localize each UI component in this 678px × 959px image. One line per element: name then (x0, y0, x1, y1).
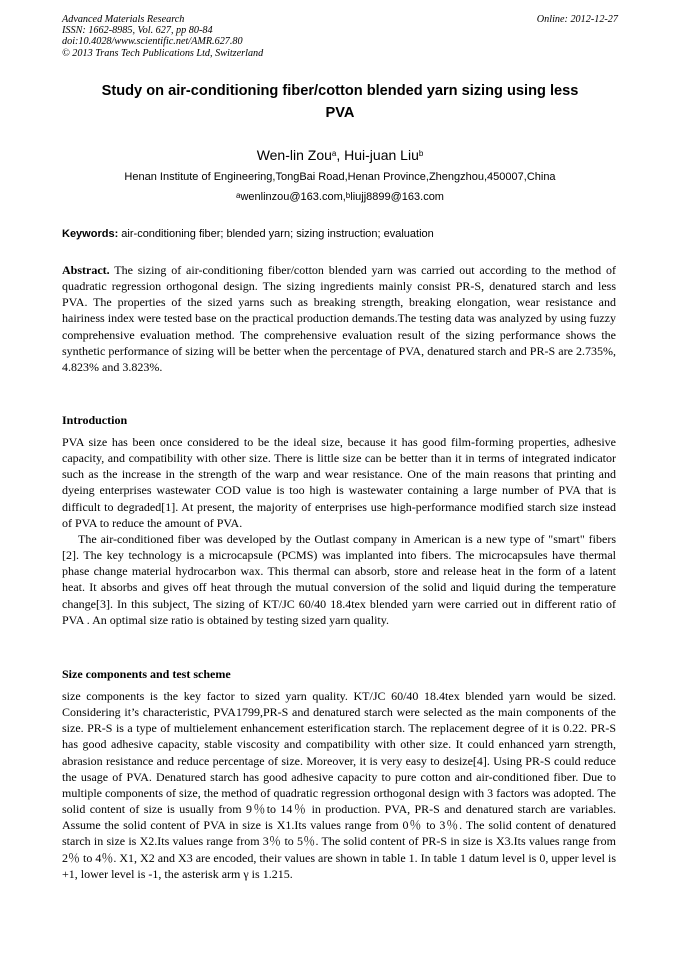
title-line-1: Study on air-conditioning fiber/cotton blended yarn sizing using less (101, 83, 579, 99)
abstract-text: The sizing of air-conditioning fiber/cotton blended yarn was carried out according to the method of quadratic regression orthogonal design. The sizing ingredients mainly consist PR-S, denatured starch and less PVA. The properties of the sized yarns such as breaking strength, breaking elongation, wear resistance and hairiness index were tested base on the practical production demands.The testing data was analyzed by using fuzzy comprehensive evaluation method. The comprehensive evaluation result of the sizing performance shows the synthetic performance of sizing will be better when the percentage of PVA, denatured starch and PR-S are 2.735%, 4.823% and 3.823%. (62, 263, 616, 374)
affiliation: Henan Institute of Engineering,TongBai Road,Henan Province,Zhengzhou,450007,China (124, 171, 556, 183)
journal-copyright: © 2013 Trans Tech Publications Ltd, Switzerland (62, 47, 264, 59)
keywords-label: Keywords: (62, 228, 119, 240)
author-separator: , (336, 147, 345, 163)
journal-doi: doi:10.4028/www.scientific.net/AMR.627.80 (62, 36, 243, 48)
size-components-paragraph: size components is the key factor to sized yarn quality. KT/JC 60/40 18.4tex blended yarn would be sized. Considering it’s characteristic, PVA1799,PR-S and denatured starch were selected as the main components of the size. PR-S is a type of multielement enhancement esterification starch. The replacement degree of it is 0.22. PR-S has good adhesive capacity, stable viscosity and compatibility with other size. It could enhanced yarn strength, abrasion resistance and reduce percentage of size. Moreover, it is very easy to desize[4]. Using PR-S could reduce the usage of PVA. Denatured starch has good adhesive capacity to pure cotton and air-conditioned fiber. Due to multiple components of size, the method of quadratic regression orthogonal design with 3 factors was adopted. The solid content of size is usually from 9％to 14％ in production. PVA, PR-S and denatured starch are variables. Assume the solid content of PVA in size is X1.Its values range from 0％ to 3％. The solid content of denatured starch in size is X2.Its values range from 3％ to 5％. The solid content of PR-S in size is X3.Its values range from 2％ to 4％. X1, X2 and X3 are encoded, their values are shown in table 1. In table 1 datum level is 0, upper level is +1, lower level is -1, the asterisk arm γ is 1.215. (62, 689, 616, 881)
abstract-label: Abstract. (62, 263, 110, 277)
author-2-name: Hui-juan Liu (344, 147, 419, 163)
online-date: Online: 2012-12-27 (536, 14, 618, 25)
email-line (62, 190, 618, 204)
email-a-superscript: a (236, 191, 241, 200)
introduction-paragraph-2: The air-conditioned fiber was developed by the Outlast company in American is a new type of "smart" fibers [2]. The key technology is a microcapsule (PCMS) was implanted into fibers. The microcapsules have thermal phase change material hydrocarbon wax. This thermal can absorb, store and release heat in the form of a latent heat. It absorbs and gives off heat through the mutual conversion of the solid and liquid during the temperature change[3]. In this subject, The sizing of KT/JC 60/40 18.4tex blended yarn were carried out in different ratio of PVA . An optimal size ratio is obtained by testing sized yarn quality. (62, 532, 616, 627)
author-line (62, 146, 618, 164)
title-line-2: PVA (325, 105, 355, 121)
paper-title (62, 80, 618, 124)
email-b: liujj8899@163.com (350, 191, 444, 203)
keywords-text: air-conditioning fiber; blended yarn; sizing instruction; evaluation (118, 228, 434, 240)
journal-name: Advanced Materials Research (62, 14, 185, 25)
section-heading-introduction: Introduction (62, 413, 128, 427)
journal-header (62, 14, 618, 59)
journal-issn: ISSN: 1662-8985, Vol. 627, pp 80-84 (62, 25, 213, 37)
keywords (62, 227, 618, 241)
email-a: wenlinzou@163.com, (240, 191, 346, 203)
section-heading-size-components: Size components and test scheme (62, 667, 231, 681)
abstract (62, 262, 616, 375)
author-2-superscript: b (418, 149, 424, 158)
introduction-paragraph-1: PVA size has been once considered to be the ideal size, because it has good film-forming properties, adhesive capacity, and compatibility with other size. There is little size can be better than it in terms of integrated indicator such as the increase in the strength of the warp and wear resistance. One of the main reasons that printing and dyeing enterprises wastewater COD value is too high is wastewater containing a large number of PVA that is difficult to degraded[1]. At present, the majority of enterprises use high-performance modified starch size instead of PVA to reduce the amount of PVA. (62, 435, 616, 530)
author-1-name: Wen-lin Zou (256, 147, 332, 163)
email-b-superscript: b (345, 191, 351, 200)
author-1-superscript: a (331, 149, 337, 158)
